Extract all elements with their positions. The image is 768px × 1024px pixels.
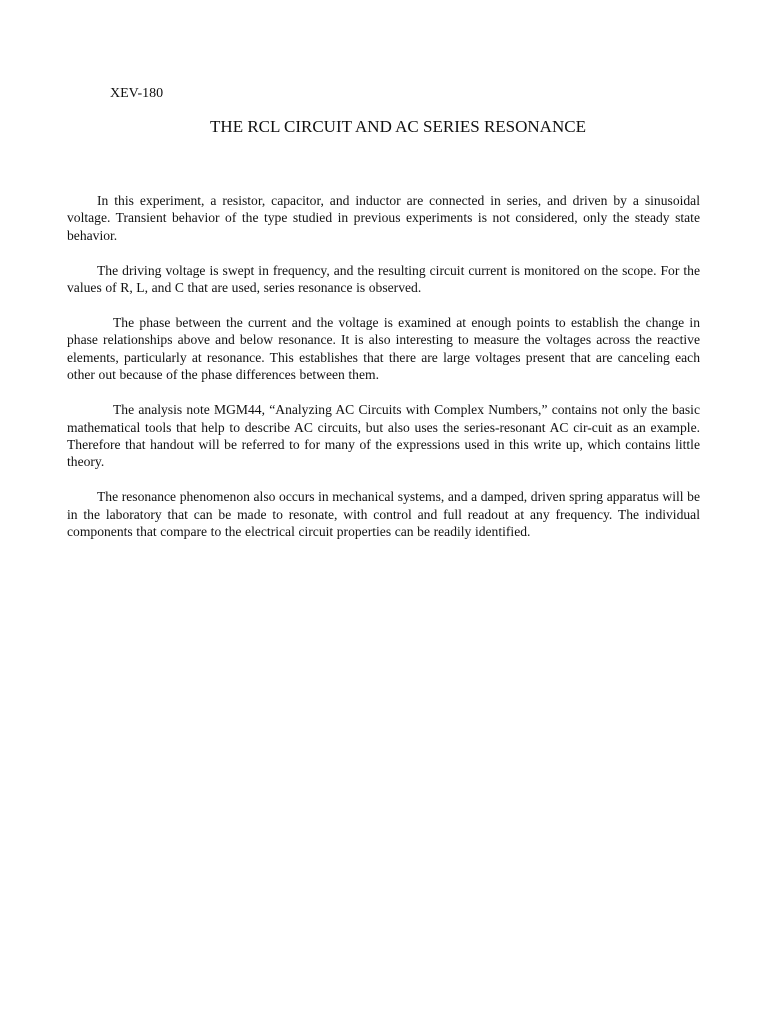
- paragraph-phase: The phase between the current and the voltage is examined at enough points to establish the change in phase relationships above and below resonance. It is also interesting to measure the voltages across the reactive elements, particularly at resonance. This establishes that there are large voltages present that are canceling each other out because of the phase differences between them.: [67, 315, 700, 383]
- paragraph-analysis-note: The analysis note MGM44, “Analyzing AC Circuits with Complex Numbers,” contains not only the basic mathematical tools that help to describe AC circuits, but also uses the series-resonant AC cir-cuit as an example. Therefore that handout will be referred to for many of the expressions used in this write up, which contains little theory.: [67, 402, 700, 470]
- paragraph-frequency-sweep: The driving voltage is swept in frequency, and the resulting circuit current is monitored on the scope. For the values of R, L, and C that are used, series resonance is observed.: [67, 262, 700, 296]
- document-title: THE RCL CIRCUIT AND AC SERIES RESONANCE: [210, 117, 586, 136]
- paragraph-mechanical-resonance: The resonance phenomenon also occurs in mechanical systems, and a damped, driven spring apparatus will be in the laboratory that can be made to resonate, with control and full readout at any frequency. The individual components that compare to the electrical circuit properties can be readily identified.: [67, 489, 700, 540]
- document-body: [67, 192, 700, 558]
- document-code: XEV-180: [110, 86, 164, 101]
- paragraph-intro: In this experiment, a resistor, capacitor, and inductor are connected in series, and driven by a sinusoidal voltage. Transient behavior of the type studied in previous experiments is not considered, only the steady state behavior.: [67, 193, 700, 243]
